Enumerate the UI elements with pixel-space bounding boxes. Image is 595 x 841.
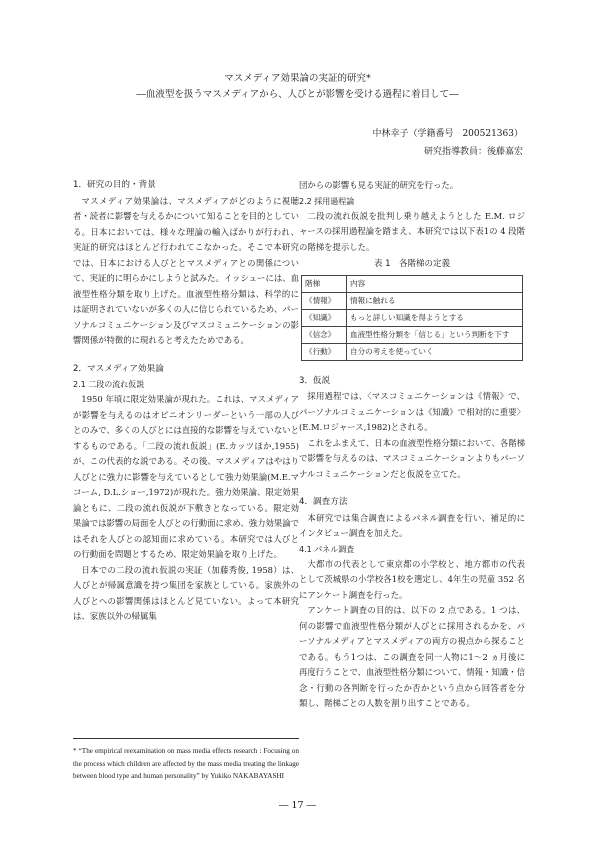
table-cell: 情報に触れる — [347, 292, 523, 309]
section-4-1-heading: 4.1 パネル調査 — [299, 544, 355, 554]
table-header-cell: 内容 — [347, 275, 523, 292]
table-cell: 《行動》 — [302, 343, 347, 360]
table-caption: 表 1 各階梯の定義 — [373, 259, 451, 269]
section-2-heading: 2．マスメディア効果論 — [73, 363, 164, 374]
left-column — [73, 178, 299, 625]
paper-subtitle: ―血液型を扱うマスメディアから、人びとが影響を受ける過程に着目して― — [136, 89, 459, 100]
section-1-heading: 1．研究の目的・背景 — [73, 180, 156, 190]
section-3-paragraph-2: これをふまえて、日本の血液型性格分類において、各階梯で影響を与えるのは、マスコミュニケーションよりもパーソナルコミュニケーションだと仮説を立てた。 — [299, 437, 525, 479]
table-cell: 《知識》 — [302, 309, 347, 326]
table-cell: 自分の考えを使っていく — [347, 343, 523, 360]
table-cell: 《信念》 — [302, 326, 347, 343]
page-number: ― 17 ― — [278, 800, 317, 811]
continued-paragraph: 団からの影響も見る実証的研究を行った。 — [299, 180, 459, 190]
section-2-1-paragraph-1: 1950 年頃に限定効果論が現れた。これは、マスメディアが影響を与えるのはオピニオンリーダーという一部の人びとのみで、多くの人びとには直接的な影響を与えていないとするものである。「二段の流れ仮説」(E.カッツほか,1955)が、この代表的な説である。その後、マスメディアはやはり人びとに強力に影響を与えているとして強力効果論(M.E.マコーム, D.L.ショー,1972)が現れた。強力効果論、限定効果論ともに、二段の流れ仮説が下敷きとなっている。限定効果論では影響の局面を人びとの行動面に求め、強力効果論ではそれを人びとの認知面に求めている。本研究では人びとの行動面を問題とするため、限定効果論を取り上げた。 — [73, 394, 299, 559]
section-4-paragraph: 本研究では集合調査によるパネル調査を行い、補足的にインタビュー調査を加えた。 — [299, 512, 525, 538]
section-2-1-paragraph-2: 日本での二段の流れ仮説の実証（加藤秀俊, 1958）は、人びとが帰属意識を持つ集団を家族としている。家族外の人びとへの影響関係はほとんど見ていない。よって本研究は、家族以外の帰属集 — [73, 564, 299, 621]
right-column — [299, 178, 525, 712]
table-row — [302, 309, 523, 326]
footnote-rule — [73, 738, 299, 739]
table-row — [302, 292, 523, 309]
table-header-row — [302, 275, 523, 292]
section-3-heading: 3．仮説 — [299, 375, 331, 386]
section-4-1-paragraph-1: 大都市の代表として東京都の小学校と、地方都市の代表として茨城県の小学校各1校を選定し、4年生の児童 352 名にアンケート調査を行った。 — [299, 558, 525, 600]
section-2-2-heading: 2.2 採用過程論 — [299, 196, 355, 206]
table-cell: 《情報》 — [302, 292, 347, 309]
table-cell: 血液型性格分類を「信じる」という判断を下す — [347, 326, 523, 343]
advisor-line: 研究指導教員：後藤嘉宏 — [423, 147, 523, 157]
section-4-heading: 4．調査方法 — [299, 497, 348, 507]
section-2-2-paragraph: 二段の流れ仮説を批判し乗り越えようとした E.M. ロジャースの採用過程論を踏まえ、本研究では以下表1の 4 段階の階梯を提示した。 — [299, 210, 525, 252]
section-1-paragraph: マスメディア効果論は、マスメディアがどのように視聴者・読者に影響を与えるかについて知ることを目的としている。日本においては、様々な理論の輸入ばかりが行われ、実証的研究はほとんど行われてこなかった。そこで本研究では、日本における人びととマスメディアとの関係について、実証的に明らかにしようと試みた。イッシューには、血液型性格分類を取り上げた。血液型性格分類は、科学的には証明されていないが多くの人に信じられているため、パーソナルコミュニケーション及びマスコミュニケーションの影響関係が特徴的に現れると考えたためである。 — [73, 195, 299, 345]
section-2-1-heading: 2.1 二段の流れ仮説 — [73, 380, 145, 389]
table-cell: もっと詳しい知識を得ようとする — [347, 309, 523, 326]
section-3-paragraph-1: 採用過程では、〈マスコミュニケーションは《情報》で、パーソナルコミュニケーションは《知識》で相対的に重要〉(E.M.ロジャース,1982)とされる。 — [299, 391, 525, 432]
section-4-1-paragraph-2: アンケート調査の目的は、以下の 2 点である。1 つは、何の影響で血液型性格分類が人びとに採用されるかを、パーソナルメディアとマスメディアの両方の視点から探ることである。もう1つは、この調査を同一人物に1〜2 ヵ月後に再度行うことで、血液型性格分類について、情報・知識・信念・行動の各判断を行ったか否かという点から回答者を分類し、階梯ごとの人数を割り出すことである。 — [299, 605, 525, 708]
stages-table — [301, 275, 523, 361]
author-line: 中林幸子（学籍番号 200521363） — [372, 129, 523, 139]
table-header-cell: 階梯 — [302, 275, 347, 292]
table-row — [302, 343, 523, 360]
table-row — [302, 326, 523, 343]
footnote: * “The empirical reexamination on mass media effects research : Focusing on the process which children are affected by the mass media treating the linkage between blood type and human personality” by Yukiko NAKABAYASHI — [73, 747, 299, 780]
paper-title: マスメディア効果論の実証的研究* — [224, 73, 371, 84]
